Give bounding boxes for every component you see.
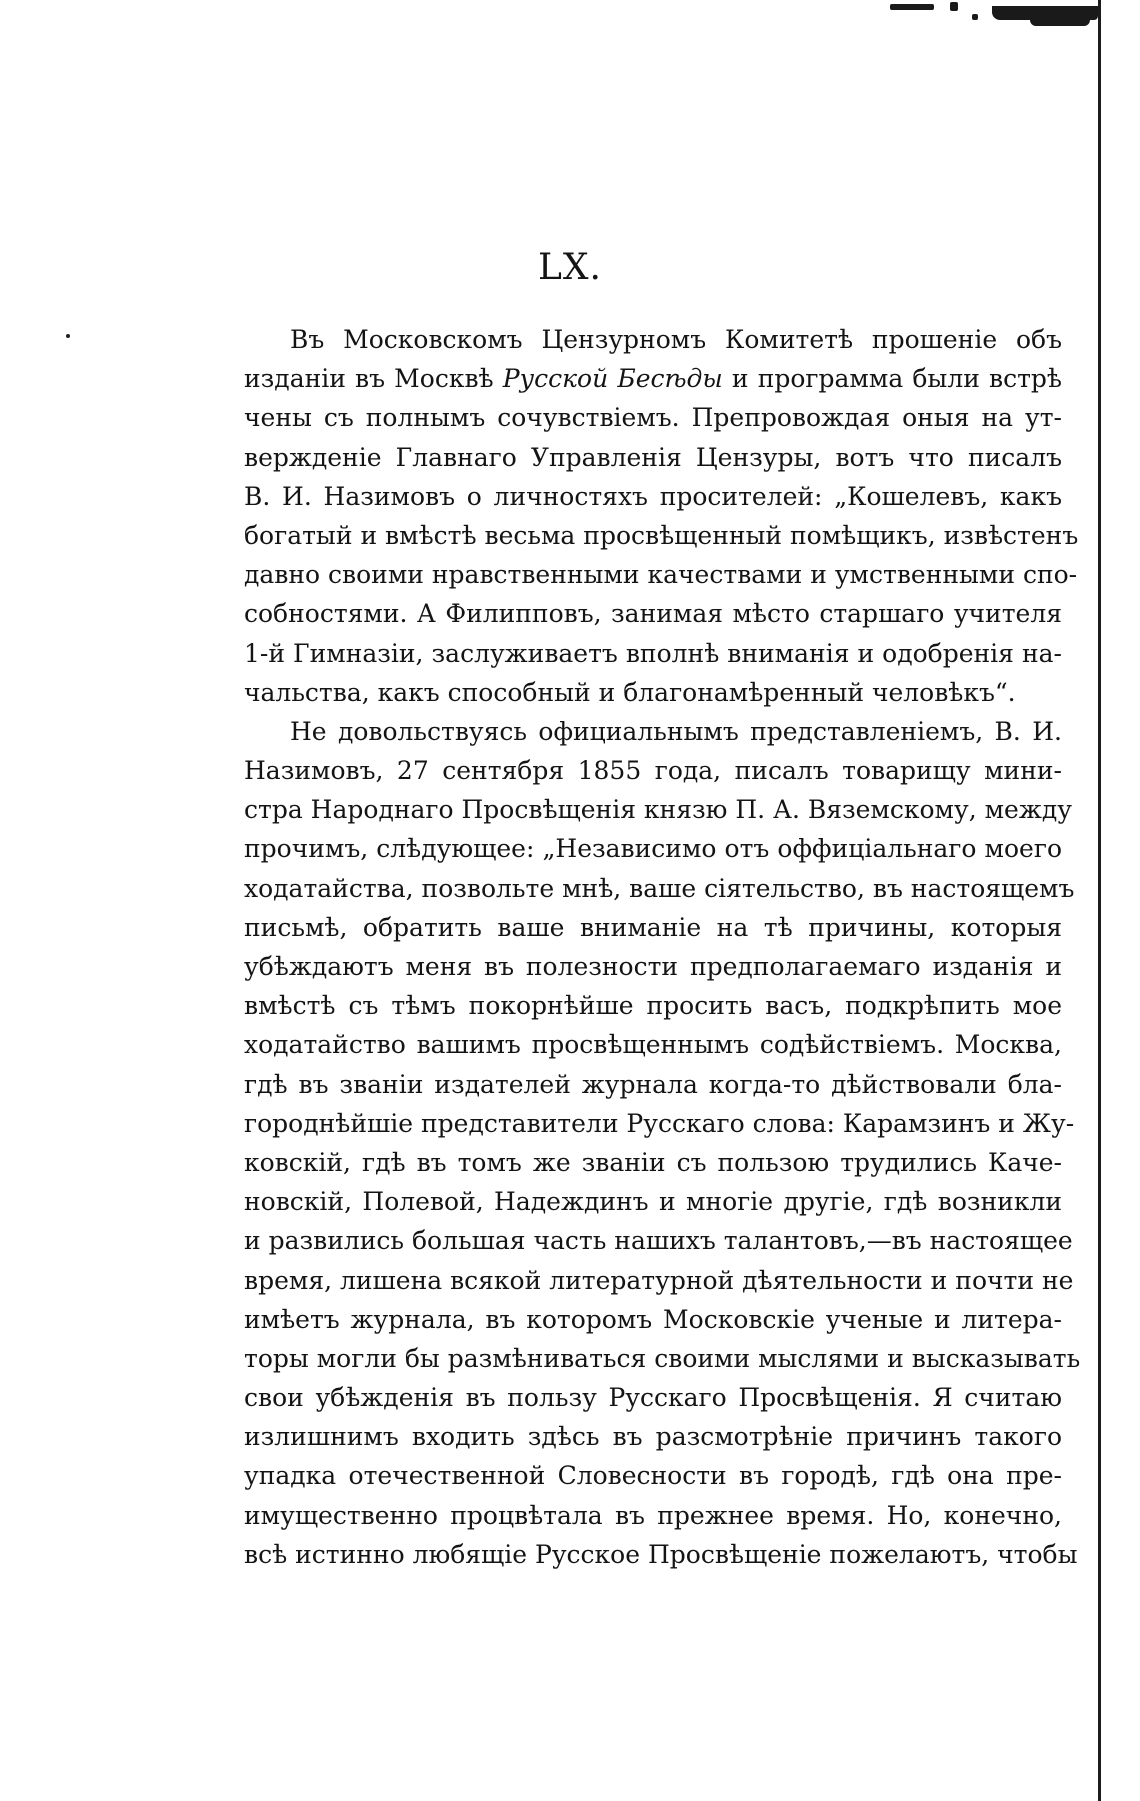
text-line: ковскій, гдѣ въ томъ же званіи съ пользою трудились Каче- (244, 1147, 1062, 1177)
text-line (244, 359, 1062, 398)
text-line: излишнимъ входить здѣсь въ разсмотрѣніе причинъ такого (244, 1422, 1062, 1452)
text-line: вержденіе Главнаго Управленія Цензуры, вотъ что писалъ (244, 442, 1062, 472)
text-line: Не довольствуясь официальнымъ представленіемъ, В. И. (290, 716, 1062, 746)
text-line: 1-й Гимназіи, заслуживаетъ вполнѣ вниманія и одобренія на- (244, 638, 1062, 668)
text-line: торы могли бы размѣниваться своими мыслями и высказывать (244, 1343, 1081, 1373)
text-line: письмѣ, обратить ваше вниманіе на тѣ причины, которыя (244, 912, 1062, 942)
body-text (244, 320, 1081, 1574)
text-line: свои убѣжденія въ пользу Русскаго Просвѣщенія. Я считаю (244, 1383, 1062, 1413)
scan-smudge (880, 0, 1098, 34)
text-line: стра Народнаго Просвѣщенія князю П. А. Вяземскому, между (244, 795, 1072, 825)
chapter-heading: LX. (538, 247, 602, 288)
text-line: богатый и вмѣстѣ весьма просвѣщенный помѣщикъ, извѣстенъ (244, 520, 1079, 550)
text-line: новскій, Полевой, Надеждинъ и многіе другіе, гдѣ возникли (244, 1187, 1062, 1217)
text-line: и развились большая часть нашихъ талантовъ,—въ настоящее (244, 1226, 1073, 1256)
text-line: городнѣйшіе представители Русскаго слова: Карамзинъ и Жу- (244, 1108, 1075, 1138)
text-line: упадка отечественной Словесности въ городѣ, гдѣ она пре- (244, 1461, 1062, 1491)
text-line: имущественно процвѣтала въ прежнее время. Но, конечно, (244, 1500, 1062, 1530)
text-line: прочимъ, слѣдующее: „Независимо отъ оффиціальнаго моего (244, 834, 1062, 864)
text-line: собностями. А Филипповъ, занимая мѣсто старшаго учителя (244, 599, 1062, 629)
journal-title: Русской Бесѣды (502, 364, 723, 394)
text-line: время, лишена всякой литературной дѣятельности и почти не (244, 1265, 1074, 1295)
text-line: Въ Московскомъ Цензурномъ Комитетѣ прошеніе объ (290, 325, 1062, 354)
text-fragment: и программа были встрѣ (722, 364, 1062, 394)
margin-mark (66, 334, 70, 338)
text-line: вмѣстѣ съ тѣмъ покорнѣйше просить васъ, подкрѣпить мое (244, 991, 1062, 1021)
text-line: чальства, какъ способный и благонамѣренный человѣкъ“. (244, 677, 1016, 707)
text-fragment: изданіи въ Москвѣ (244, 364, 503, 394)
text-line: гдѣ въ званіи издателей журнала когда-то дѣйствовали бла- (244, 1069, 1062, 1099)
text-line: убѣждаютъ меня въ полезности предполагаемаго изданія и (244, 952, 1062, 981)
text-line: всѣ истинно любящіе Русское Просвѣщеніе пожелаютъ, чтобы (244, 1539, 1078, 1569)
text-line: Назимовъ, 27 сентября 1855 года, писалъ товарищу мини- (244, 756, 1062, 786)
text-line: давно своими нравственными качествами и умственными спо- (244, 560, 1078, 590)
text-line: чены съ полнымъ сочувствіемъ. Препровождая оныя на ут- (244, 403, 1062, 433)
text-line: В. И. Назимовъ о личностяхъ просителей: „Кошелевъ, какъ (244, 481, 1062, 511)
text-line: ходатайства, позвольте мнѣ, ваше сіятельство, въ настоящемъ (244, 873, 1075, 903)
text-line: имѣетъ журнала, въ которомъ Московскіе ученые и литера- (244, 1304, 1062, 1334)
text-line: ходатайство вашимъ просвѣщеннымъ содѣйствіемъ. Москва, (244, 1030, 1062, 1060)
